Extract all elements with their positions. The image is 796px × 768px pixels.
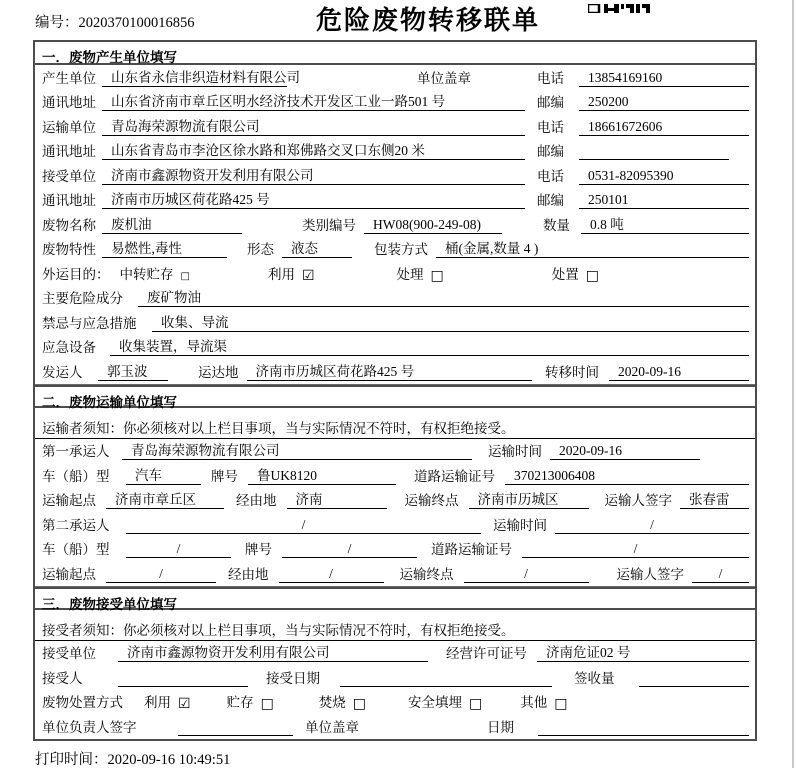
leader-sign-row [35,714,755,739]
accept-person-row [35,665,755,690]
phone-label: 电话 [537,70,564,86]
section2-body [35,439,755,587]
license-field: 济南危证02 号 [537,641,749,662]
carrier2-route-row [35,561,755,586]
end-label: 运输终点 [399,566,454,582]
leader-sign-field [178,735,293,736]
purpose-label: 外运目的： [42,266,110,282]
purpose-option-label: 处置 [551,266,579,282]
plate-label: 牌号 [245,542,272,557]
transport-time-label: 运输时间 [488,444,542,459]
carrier1-vehicle-field: 汽车 [126,464,201,485]
receiver-label: 接受单位 [42,168,96,184]
road-permit-label: 道路运输证号 [414,468,495,484]
accept-unit-row [35,641,755,666]
end-label: 运输终点 [404,493,459,508]
carrier2-row [35,512,755,537]
destination-label: 运达地 [198,364,239,380]
vehicle-type-label: 车（船）型 [42,542,110,557]
taboo-label: 禁忌与应急措施 [42,315,137,331]
waste-name-label: 废物名称 [42,217,96,233]
destination-field: 济南市历城区荷花路425 号 [247,360,532,381]
disposal-option-label: 焚烧 [318,695,346,710]
carrier2-vehicle-field: / [126,541,231,558]
producer-phone-field: 13854169160 [579,70,749,87]
transporter-phone-field: 18661672606 [579,119,749,136]
waste-character-row [35,237,755,262]
transport-time-label: 运输时间 [493,517,547,533]
checkbox-unchecked-icon: □ [352,696,367,712]
carrier1-via-field: 济南 [287,488,387,509]
checkbox-unchecked-icon: □ [585,267,599,284]
carrier1-row [35,439,755,464]
received-amount-field [639,686,750,687]
transporter-zip-field [579,159,729,160]
receiver-name-field: 济南市鑫源物资开发利用有限公司 [102,164,525,185]
phone-label: 电话 [537,119,564,135]
origin-label: 运输起点 [42,493,96,508]
equipment-label: 应急设备 [42,340,96,355]
carrier1-end-field: 济南市历城区 [469,488,589,509]
taboo-row [35,310,755,335]
plate-label: 牌号 [211,468,238,484]
accept-date-label: 接受日期 [266,670,320,686]
transporter-label: 运输单位 [42,119,96,135]
hazard-label: 主要危险成分 [42,291,123,306]
via-label: 经由地 [236,493,277,508]
zip-label: 邮编 [537,144,564,159]
packing-field: 桶(金属,数量 4 ) [436,237,749,258]
receiver-phone-field: 0531-82095390 [579,168,749,185]
carrier2-permit-field: / [522,541,749,558]
unit-seal-label: 单位盖章 [305,719,359,735]
carrier1-vehicle-row [35,463,755,488]
section3-header: 三．废物接受单位填写 [35,587,755,610]
leader-sign-label: 单位负责人签字 [42,719,137,735]
date-label: 日期 [487,719,514,735]
section1-body [35,65,755,385]
address-label: 通讯地址 [42,193,96,208]
producer-address-row [35,90,755,115]
transporter-address-row [35,139,755,164]
transfer-time-field: 2020-09-16 [609,364,749,381]
equipment-field: 收集装置，导流渠 [110,335,749,356]
disposal-label: 废物处置方式 [42,695,123,710]
origin-label: 运输起点 [42,566,96,582]
carrier1-time-field: 2020-09-16 [550,443,700,460]
shipper-row [35,359,755,384]
received-amount-label: 签收量 [574,670,615,686]
accept-person-field [118,686,248,687]
license-label: 经营许可证号 [446,646,527,661]
print-time-value: 2020-09-16 10:49:51 [107,752,231,768]
shipper-label: 发运人 [42,364,83,380]
producer-address-field: 山东省济南市章丘区明水经济技术开发区工业一路501 号 [102,90,525,111]
carrier1-name-field: 青岛海荣源物流有限公司 [122,439,472,460]
print-time-label: 打印时间： [35,752,108,768]
waste-name-field: 废机油 [102,213,242,234]
form-label: 形态 [247,242,274,257]
purpose-option-label: 利用 [267,266,295,282]
unit-seal-label: 单位盖章 [417,70,471,86]
character-field: 易燃性,毒性 [102,237,227,258]
road-permit-label: 道路运输证号 [431,542,512,557]
form-field: 液态 [282,237,352,258]
hazard-row [35,286,755,311]
disposal-row [35,690,755,715]
carrier2-origin-field: / [106,566,216,583]
category-label: 类别编号 [302,217,356,233]
disposal-option-label: 贮存 [226,695,254,710]
checkbox-unchecked-icon: □ [260,696,274,712]
packing-label: 包装方式 [374,242,428,257]
producer-zip-field: 250200 [579,94,749,111]
transporter-row [35,114,755,139]
producer-name-field: 山东省永信非织造材料有限公司 [102,66,287,87]
waste-name-row [35,212,755,237]
transporter-notice: 运输者须知：你必须核对以上栏目事项，当与实际情况不符时，有权拒绝接受。 [35,408,755,439]
checkbox-checked-icon: ☑ [301,267,315,284]
section2-header: 二．废物运输单位填写 [35,385,755,408]
accept-person-label: 接受人 [42,670,83,686]
carrier1-label: 第一承运人 [42,444,110,459]
section3-body [35,641,755,739]
carrier2-plate-field: / [282,541,417,558]
carrier1-route-row [35,488,755,513]
checkbox-unchecked-icon: □ [554,696,568,712]
receiver-address-field: 济南市历城区荷花路425 号 [102,188,525,209]
address-label: 通讯地址 [42,144,96,159]
receiver-notice: 接受者须知：你必须核对以上栏目事项，当与实际情况不符时，有权拒绝接受。 [35,610,755,641]
carrier-sign-label: 运输人签字 [616,566,684,582]
carrier-sign-label: 运输人签字 [604,493,672,508]
disposal-option-label: 利用 [144,695,171,710]
hazard-field: 废矿物油 [138,286,749,307]
carrier1-origin-field: 济南市章丘区 [106,488,224,509]
checkbox-unchecked-icon: □ [469,696,483,712]
quantity-label: 数量 [543,217,570,233]
carrier2-end-field: / [464,566,589,583]
disposal-option-label: 其他 [520,695,548,710]
carrier2-time-field: / [555,517,749,534]
receiver-address-row [35,188,755,213]
zip-label: 邮编 [537,193,564,208]
section1-header: 一．废物产生单位填写 [35,42,755,65]
qr-code-icon [588,0,650,18]
accept-date-field [340,686,552,687]
vehicle-type-label: 车（船）型 [42,468,110,484]
carrier1-sign-field: 张春雷 [680,488,749,509]
serial-number-line [35,11,195,32]
transporter-name-field: 青岛海荣源物流有限公司 [102,115,525,136]
zip-label: 邮编 [537,95,564,110]
quantity-field: 0.8 吨 [581,213,749,234]
page-edge-line [792,0,794,768]
phone-label: 电话 [537,168,564,184]
receiver-row [35,163,755,188]
accept-unit-field: 济南市鑫源物资开发利用有限公司 [118,641,428,662]
carrier1-permit-field: 370213006408 [505,468,749,485]
page-title: 危险废物转移联单 [316,5,541,35]
transporter-address-field: 山东省青岛市李沧区徐水路和郑佛路交叉口东侧20 米 [102,139,525,160]
date-field [538,735,749,736]
address-label: 通讯地址 [42,95,96,110]
carrier2-sign-field: / [692,566,749,583]
shipper-field: 郭玉波 [98,360,168,381]
transfer-form-table [33,40,757,741]
carrier2-label: 第二承运人 [42,517,110,533]
character-label: 废物特性 [42,242,96,257]
producer-row [35,65,755,90]
equipment-row [35,335,755,360]
disposal-option-label: 安全填埋 [408,695,463,710]
via-label: 经由地 [228,566,269,582]
accept-unit-label: 接受单位 [42,646,96,661]
checkbox-checked-icon: ☑ [178,696,191,712]
transfer-time-label: 转移时间 [545,364,599,380]
checkbox-unchecked-icon: □ [180,270,190,282]
purpose-option-label: 处理 [396,266,424,282]
carrier1-plate-field: 鲁UK8120 [248,464,396,485]
taboo-field: 收集、导流 [152,311,749,332]
serial-label: 编号： [35,15,79,31]
print-time-line [35,748,230,768]
category-field: HW08(900-249-08) [364,217,502,234]
purpose-row [35,261,755,286]
carrier2-vehicle-row [35,537,755,562]
producer-label: 产生单位 [42,70,96,86]
receiver-zip-field: 250101 [579,192,749,209]
carrier2-name-field: / [126,517,481,534]
serial-number: 2020370100016856 [78,15,195,31]
purpose-option-label: 中转贮存 [119,266,174,282]
checkbox-unchecked-icon: □ [430,267,444,284]
carrier2-via-field: / [279,566,384,583]
